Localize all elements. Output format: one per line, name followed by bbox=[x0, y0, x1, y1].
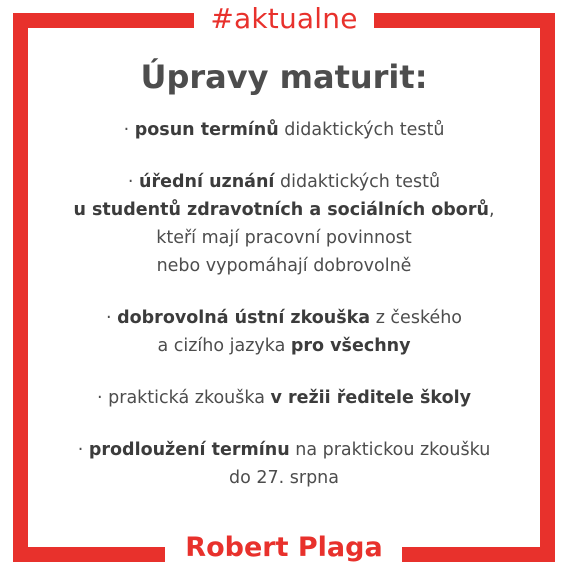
item-bold: pro všechny bbox=[290, 336, 411, 356]
bullet-list bbox=[28, 116, 540, 492]
list-item bbox=[28, 168, 540, 280]
item-text: praktická zkouška bbox=[108, 388, 271, 408]
item-text: , bbox=[488, 200, 495, 220]
item-text: kteří mají pracovní povinnost bbox=[156, 228, 412, 248]
item-text: a cizího jazyka bbox=[157, 336, 291, 356]
item-text: nebo vypomáhají dobrovolně bbox=[156, 256, 412, 276]
list-item bbox=[28, 436, 540, 492]
item-bold: u studentů zdravotních a sociálních oborů bbox=[73, 200, 489, 220]
item-bold: dobrovolná ústní zkouška bbox=[117, 308, 371, 328]
item-text: didaktických testů bbox=[274, 172, 441, 192]
bullet: · bbox=[127, 172, 134, 192]
list-item bbox=[28, 304, 540, 360]
list-item bbox=[28, 116, 540, 144]
item-text: do 27. srpna bbox=[228, 468, 339, 488]
item-bold: prodloužení termínu bbox=[88, 440, 290, 460]
item-text: na praktickou zkoušku bbox=[289, 440, 491, 460]
item-bold: posun termínů bbox=[134, 120, 279, 140]
bullet: · bbox=[96, 388, 103, 408]
item-text: z českého bbox=[370, 308, 463, 328]
bullet: · bbox=[123, 120, 130, 140]
author-name: Robert Plaga bbox=[185, 532, 383, 563]
bullet: · bbox=[77, 440, 84, 460]
item-bold: v režii ředitele školy bbox=[270, 388, 472, 408]
list-item bbox=[28, 384, 540, 412]
hashtag: #aktualne bbox=[210, 2, 358, 35]
item-bold: úřední uznání bbox=[139, 172, 275, 192]
bullet: · bbox=[105, 308, 112, 328]
item-text: didaktických testů bbox=[278, 120, 445, 140]
page-title: Úpravy maturit: bbox=[140, 58, 428, 96]
